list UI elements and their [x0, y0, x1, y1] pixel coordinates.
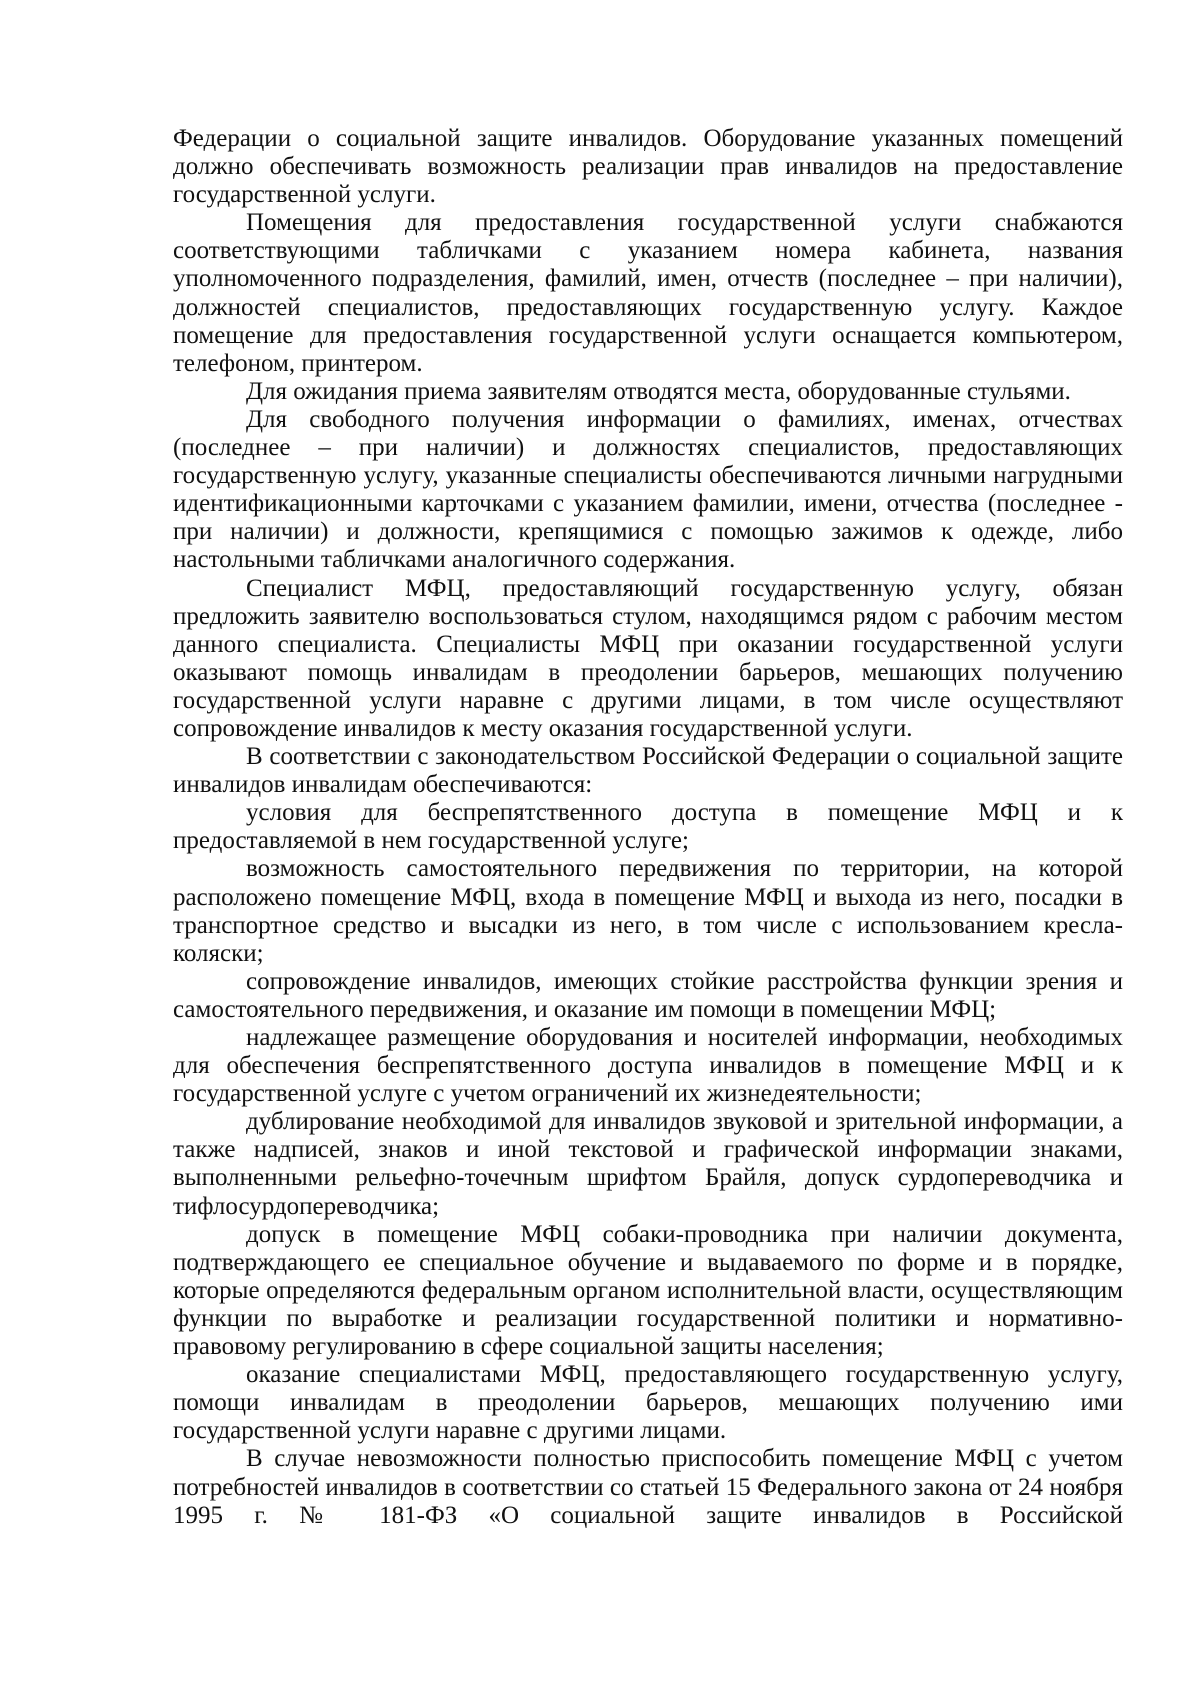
paragraph-room-signs: Помещения для предоставления государственной услуги снабжаются соответствующими табличками с указанием номера кабинета, названия уполномоченного подразделения, фамилий, имен, отчеств (последнее – при наличии), должностей специалистов, предоставляющих государственную услугу. Каждое помещение для предоставления государственной услуги оснащается компьютером, телефоном, принтером. [173, 209, 1123, 377]
document-body [173, 125, 1123, 1530]
paragraph-mfc-specialist: Специалист МФЦ, предоставляющий государственную услугу, обязан предложить заявителю воспользоваться стулом, находящимся рядом с рабочим местом данного специалиста. Специалисты МФЦ при оказании государственной услуги оказывают помощь инвалидам в преодолении барьеров, мешающих получению государственной услуги наравне с другими лицами, в том числе осуществляют сопровождение инвалидов к месту оказания государственной услуги. [173, 574, 1123, 742]
list-item-access-conditions: условия для беспрепятственного доступа в помещение МФЦ и к предоставляемой в нем государственной услуге; [173, 799, 1123, 855]
paragraph-waiting-seats: Для ожидания приема заявителям отводятся места, оборудованные стульями. [246, 377, 1071, 405]
paragraph-impossibility: В случае невозможности полностью приспособить помещение МФЦ с учетом потребностей инвалидов в соответствии со статьей 15 Федерального закона от 24 ноября 1995 г. № 181-ФЗ «О социальной защите инвалидов в Российской [173, 1445, 1123, 1529]
paragraph-continuation: Федерации о социальной защите инвалидов. Оборудование указанных помещений должно обеспечивать возможность реализации прав инвалидов на предоставление государственной услуги. [173, 125, 1123, 209]
list-item-equipment: надлежащее размещение оборудования и носителей информации, необходимых для обеспечения беспрепятственного доступа инвалидов в помещение МФЦ и к государственной услуге с учетом ограничений их жизнедеятельности; [173, 1024, 1123, 1108]
list-item-guide-dog: допуск в помещение МФЦ собаки-проводника при наличии документа, подтверждающего ее специальное обучение и выдаваемого по форме и в порядке, которые определяются федеральным органом исполнительной власти, осуществляющим функции по выработке и реализации государственной политики и нормативно-правовому регулированию в сфере социальной защиты населения; [173, 1220, 1123, 1361]
list-item-duplication: дублирование необходимой для инвалидов звуковой и зрительной информации, а также надписей, знаков и иной текстовой и графической информации знаками, выполненными рельефно-точечным шрифтом Брайля, допуск сурдопереводчика и тифлосурдопереводчика; [173, 1108, 1123, 1220]
list-item-movement: возможность самостоятельного передвижения по территории, на которой расположено помещение МФЦ, входа в помещение МФЦ и выхода из него, посадки в транспортное средство и высадки из него, в том числе с использованием кресла-коляски; [173, 855, 1123, 967]
paragraph-disabled-rights: В соответствии с законодательством Российской Федерации о социальной защите инвалидов инвалидам обеспечиваются: [173, 743, 1123, 799]
list-item-assistance: оказание специалистами МФЦ, предоставляющего государственную услугу, помощи инвалидам в преодолении барьеров, мешающих получению ими государственной услуги наравне с другими лицами. [173, 1361, 1123, 1445]
list-item-escort: сопровождение инвалидов, имеющих стойкие расстройства функции зрения и самостоятельного передвижения, и оказание им помощи в помещении МФЦ; [173, 967, 1123, 1023]
paragraph-id-cards: Для свободного получения информации о фамилиях, именах, отчествах (последнее – при наличии) и должностях специалистов, предоставляющих государственную услугу, указанные специалисты обеспечиваются личными нагрудными идентификационными карточками с указанием фамилии, имени, отчества (последнее - при наличии) и должности, крепящимися с помощью зажимов к одежде, либо настольными табличками аналогичного содержания. [173, 405, 1123, 574]
